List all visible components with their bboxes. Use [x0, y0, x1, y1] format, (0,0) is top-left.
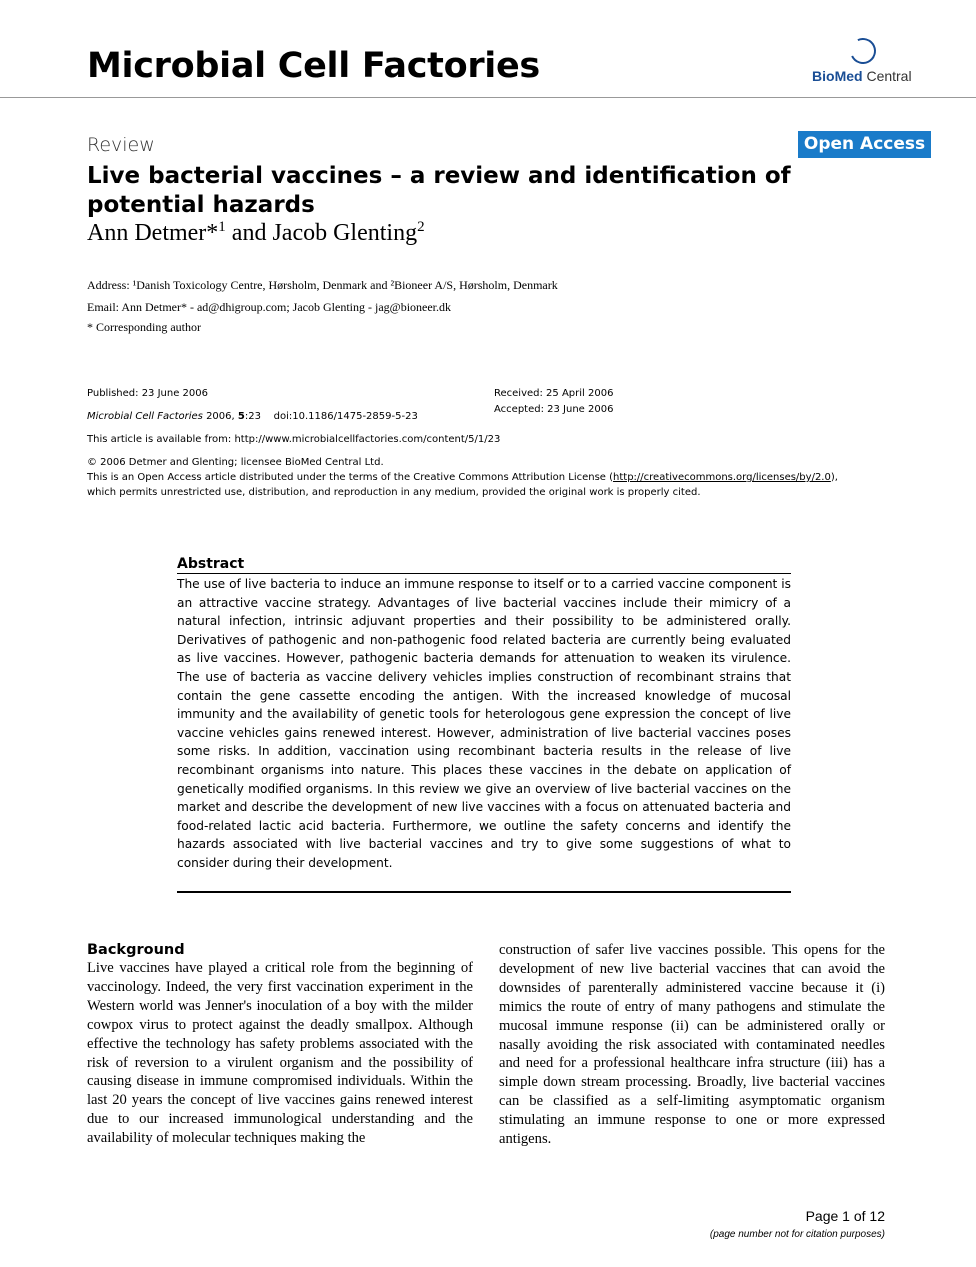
background-text-1: Live vaccines have played a critical role from the beginning of vaccinology. Indeed, the very first vaccination experiment in the Western world was Jenner's inoculation of a boy with the milder cowpox virus to protect against the deadly smallpox. Although effective the technology has safety problems associated with the risk of reversion to a virulent organism and the possibility of causing disease in immune compromised individuals. Within the last 20 years the concept of live vaccines gains renewed interest due to our increased immunological understanding and the availability of molecular techniques making the: [87, 960, 473, 1147]
background-text-2: construction of safer live vaccines possible. This opens for the development of new live bacterial vaccines that can avoid the downsides of parenterally administered vaccine because it (i) mimics the route of entry of many pathogens and stimulate the mucosal immune response (ii) can be administered orally or nasally avoiding the risk associated with contaminated needles and need for a professional healthcare infra structure (iii) has a simple down stream processing. Broadly, live bacterial vaccines can be classified as a self-limiting asymptomatic organism stimulating an immune response to one or more expressed antigens.: [499, 942, 885, 1148]
background-heading: Background: [87, 942, 185, 958]
abstract-text: The use of live bacteria to induce an immune response to itself or to a carried vaccine component is an attractive vaccine strategy. Advantages of live bacterial vaccines include their mimicry of a natural infection, intrinsic adjuvant properties and their possibility to be administered orally. Derivatives of pathogenic and non-pathogenic food related bacteria are currently being evaluated as live vaccines. However, pathogenic bacteria demands for attenuation to weaken its virulence. The use of bacteria as vaccine delivery vehicles implies construction of recombinant strains that contain the gene cassette encoding the antigen. With the increased knowledge of mucosal immunity and the availability of genetic tools for heterologous gene expression the concept of live vaccine vehicles gains renewed interest. However, administration of live bacterial vaccines poses some risks. In addition, vaccination using recombinant bacteria results in the release of live recombinant organisms into nature. This places these vaccines in the debate on application of genetically modified organisms. In this review we give an overview of live bacterial vaccines on the market and describe the development of new live vaccines with a focus on attenuated bacteria and food-related lactic acid bacteria. Furthermore, we outline the safety concerns and identify the hazards associated with live bacterial vaccines and try to give some suggestions of what to consider during their development.: [177, 577, 791, 870]
abstract-section: [177, 556, 791, 873]
license-line-2: which permits unrestricted use, distribution, and reproduction in any medium, provided the original work is properly cited.: [87, 487, 701, 498]
license-link[interactable]: http://creativecommons.org/licenses/by/2.0: [613, 472, 831, 483]
biomed-central-logo: [812, 38, 922, 88]
received-date: Received: 25 April 2006: [494, 388, 614, 399]
article-url: This article is available from: http://www.microbialcellfactories.com/content/5/1/23: [87, 434, 501, 445]
article-title: Live bacterial vaccines – a review and identification of potential hazards: [87, 163, 791, 218]
accepted-date: Accepted: 23 June 2006: [494, 404, 614, 415]
logo-text: BioMed Central: [812, 68, 912, 84]
abstract-heading: Abstract: [177, 556, 791, 574]
copyright: © 2006 Detmer and Glenting; licensee BioMed Central Ltd.: [87, 457, 384, 468]
author-name: Jacob Glenting: [272, 220, 418, 246]
logo-ring-icon: [846, 34, 879, 67]
page-number: Page 1 of 12: [805, 1208, 885, 1224]
page-number-note: (page number not for citation purposes): [709, 1229, 885, 1240]
article-type: Review: [87, 134, 155, 156]
background-column-2: [499, 941, 885, 1149]
open-access-badge: Open Access: [798, 131, 931, 158]
author-list: Ann Detmer*$^1$ and Jacob Glenting$^2$: [87, 219, 425, 246]
license-line: This is an Open Access article distributed under the terms of the Creative Commons Attribution License (http://creativecommons.org/licenses/by/2.0),: [87, 472, 838, 483]
header-divider: [0, 97, 976, 98]
background-column-1: [87, 941, 473, 1148]
email-line: Email: Ann Detmer* - ad@dhigroup.com; Jacob Glenting - jag@bioneer.dk: [87, 300, 452, 314]
address: Address: ¹Danish Toxicology Centre, Hørsholm, Denmark and ²Bioneer A/S, Hørsholm, Denmark: [87, 278, 558, 292]
author-name: Ann Detmer*: [87, 220, 219, 246]
abstract-divider: [177, 891, 791, 893]
citation: Microbial Cell Factories 2006, 5:23 doi:10.1186/1475-2859-5-23: [87, 411, 418, 422]
corresponding-author: * Corresponding author: [87, 320, 201, 334]
published-date: Published: 23 June 2006: [87, 388, 209, 399]
journal-title: Microbial Cell Factories: [87, 46, 540, 86]
